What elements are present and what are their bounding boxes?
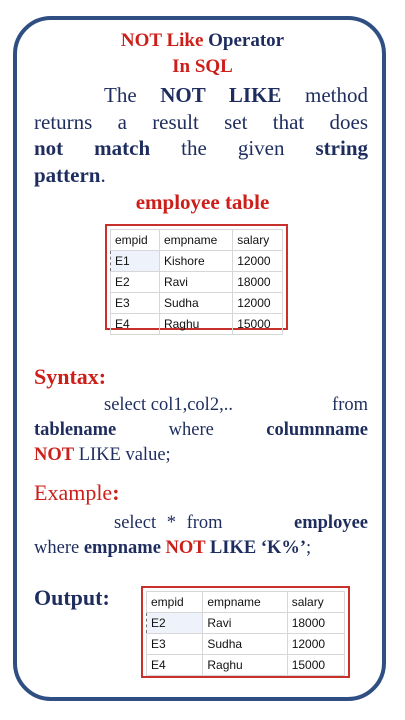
intro-text: method [281,83,368,107]
intro-line-4 [34,162,368,189]
table-header-row [147,592,345,613]
column-header: empname [203,592,287,613]
syntax-line-2 [34,418,368,443]
intro-paragraph [34,82,368,188]
table-cell: E3 [111,293,160,314]
table-cell: 12000 [287,634,344,655]
table-cell: 15000 [233,314,283,335]
table-cell: E1 [111,251,160,272]
table-row [111,293,283,314]
table-row [111,314,283,335]
intro-text: The [104,83,161,107]
table-cell: Ravi [159,272,232,293]
example-text: ; [306,538,312,558]
table-row [111,272,283,293]
table-cell: Sudha [159,293,232,314]
syntax-line-1 [34,393,368,418]
syntax-not-keyword: NOT [34,445,75,465]
intro-text: . [100,162,106,187]
example-label: Example [34,480,113,505]
table-cell: E2 [147,613,203,634]
intro-line-3 [34,135,368,162]
table-cell: Ravi [203,613,287,634]
example-text: select * from [114,513,223,533]
table-cell: E4 [147,655,203,676]
table-row [147,613,345,634]
table-cell: E2 [111,272,160,293]
syntax-text: LIKE value; [74,445,171,465]
example-heading [34,480,120,506]
example-text: where [34,538,84,558]
table-row [147,655,345,676]
employee-table-caption: employee table [135,190,270,214]
page-subtitle: In SQL [172,56,233,77]
table-cell: Raghu [159,314,232,335]
column-header: empid [147,592,203,613]
example-pattern: ‘K%’ [260,538,307,558]
intro-keyword: pattern [34,162,101,187]
example-line-1 [34,511,368,536]
table-cell: Sudha [203,634,287,655]
table-cell: 15000 [287,655,344,676]
table-cell: 18000 [287,613,344,634]
table-cell: Raghu [203,655,287,676]
intro-line-1 [34,82,368,109]
column-header: salary [233,230,283,251]
syntax-keyword: columnname [266,420,368,440]
intro-line-2: returns a result set that does [34,109,368,134]
column-header: salary [287,592,344,613]
column-header: empid [111,230,160,251]
table-header-row [111,230,283,251]
example-colon: : [112,480,120,505]
syntax-keyword: tablename [34,420,117,440]
syntax-line-3 [34,443,368,468]
example-block [34,511,368,561]
syntax-text: where [168,420,214,440]
table-cell: E4 [111,314,160,335]
table-cell: 18000 [233,272,283,293]
page-title [0,30,405,52]
table-cell: 12000 [233,293,283,314]
column-header: empname [159,230,232,251]
table-cell: Kishore [159,251,232,272]
intro-keyword: string [315,136,368,160]
intro-text: the given [150,136,316,160]
example-line-2 [34,536,368,561]
intro-keyword: NOT LIKE [160,83,282,107]
syntax-block [34,393,368,468]
example-keyword: employee [294,513,368,533]
table-cell: 12000 [233,251,283,272]
example-keyword: LIKE [205,538,261,558]
example-keyword: empname [83,538,166,558]
syntax-text: select col1,col2,.. [104,395,233,415]
table-row [111,251,283,272]
title-not-like: NOT Like [120,30,204,51]
example-not-keyword: NOT [165,538,206,558]
table-cell: E3 [147,634,203,655]
title-operator: Operator [208,30,285,51]
employee-table-box [105,224,288,330]
output-table-box [141,586,350,678]
syntax-heading: Syntax: [34,364,107,389]
table-row [147,634,345,655]
employee-table [110,229,283,335]
intro-keyword: not match [34,136,151,160]
output-heading: Output: [34,585,110,610]
output-table [146,591,345,676]
syntax-text: from [332,395,368,415]
